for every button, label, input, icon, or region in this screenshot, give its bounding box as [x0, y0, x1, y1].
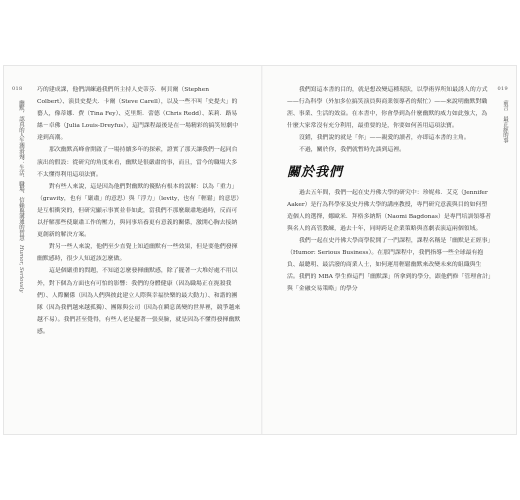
left-running-head-english: Humor, Seriously	[18, 245, 24, 293]
book-gutter	[261, 66, 263, 434]
left-paragraph-1: 巧的建成課，他們訓練過我們所主持人史蒂芬．柯貝爾（Stephen Colbert）、演員史提夫．卡爾（Steve Carell），以及一些不叫「史提夫」的藝人，像蒂娜．費（Tina Fey）、克里斯．蕾德（Chris Redd）、茱莉．路易絲－卓佛（Julia Louis-Dreyfus），這門課程最後是在一場精彩的搞笑短劇中達到高潮。	[37, 87, 239, 142]
right-running-head: 前言 最正經的事	[502, 100, 508, 144]
right-paragraph-2: 沒錯，我們說的就是「你」——親愛的讀者，亦即這本書的主角。	[299, 135, 470, 142]
right-paragraph-3: 不過，關於你，我們就暫時先談到這裡。	[299, 147, 406, 154]
right-page-body	[287, 84, 492, 296]
section-heading: 關於我們	[287, 164, 344, 180]
left-paragraph-5: 這是個嚴重的問題，不知道怎麼發揮幽默感，除了擺著一大堆好處不用以外，對下個為方面也有可怕的影響：我們的身體健康（因為職場正在扼殺我們）、人際關係（因為人們與彼此建立人際與幸福快樂的最大動力）、和諧的團隊（因為我們越來越孤獨）、團隊與公司（因為在瞬息萬變的世界裡，競爭越來越不易）。我們甚至覺得，有些人老是擺著一張臭臉，就是因為不懂得發揮幽默感。	[37, 268, 241, 335]
left-paragraph-2: 那次幽默高峰會開啟了一場持續多年的探索，證實了那天讓我們一起同台演出的假設：從研究的角度來看，幽默是很嚴肅的事，而且，當今的職場大多不太懂得利用這項法寶。	[37, 147, 238, 178]
right-paragraph-1: 我們寫這本書的目的，就是想改變這種現狀，以學術界所知最誘人的方式——行為科學（外加多位搞笑演員與商業領導者的幫忙）——來說明幽默對職涯、事業、生活的效益。在本書中，你會學到為什麼幽默的威力如此強大，為什麼大家常沒有充分利用，最重要的是，你要如何善用這項法寶。	[287, 87, 488, 130]
left-paragraph-4: 對另一些人來說，他們至少直覺上知道幽默有一些效果，但是要他們發揮幽默感時，很少人知道該怎麼做。	[37, 244, 238, 263]
left-running-head	[14, 100, 24, 293]
left-page-body	[37, 84, 242, 338]
right-paragraph-4: 過去五年間，我們一起在史丹佛大學的研究中：珍妮弗．艾克（Jennifer Aaker）是行為科學家及史丹佛大學的講座教授，專門研究意義與目的如何塑造個人的選擇，娜歐米．拜格多納斯（Naomi Bagdonas）是專門培訓領導者與名人的高管教練，過去十年，同時跨足企業策略與喜劇表演這兩個領域。	[287, 189, 491, 232]
left-page-number: 018	[12, 86, 23, 92]
right-paragraph-5: 我們一起在史丹佛大學商學院開了一門課程，課程名稱是「幽默是正經事」（Humor: Serious Business）。在那門課程中，我們指導一些全球最有抱負、最聰明、最活潑的商業人士，如何運用輕鬆幽默來改變未來的組織與生活。我們的 MBA 學生修這門「幽默課」所拿到的學分，跟他們修「管理會計」與「金融交易策略」的學分	[287, 238, 491, 293]
left-running-head-title: 幽默，認真的人生潤滑劑：生活、職場、信賴與溝通的智慧	[18, 100, 24, 241]
book-spread	[4, 66, 516, 434]
right-page-number: 019	[497, 86, 508, 92]
left-paragraph-3: 對有些人來說，這是因為他們對幽默的優點有根本的誤解：以為「重力」（gravity，也有「嚴肅」的意思）與「浮力」（levity，也有「輕鬆」的意思）是互相衝突的，但研究顯示事實並非如此，當我們不那麼嚴肅地過時，反而可以抒解那些使嚴肅工作的壓力，與同事培養更有意義的關係，激開心胸去接納更創新的解決方案。	[37, 183, 240, 239]
